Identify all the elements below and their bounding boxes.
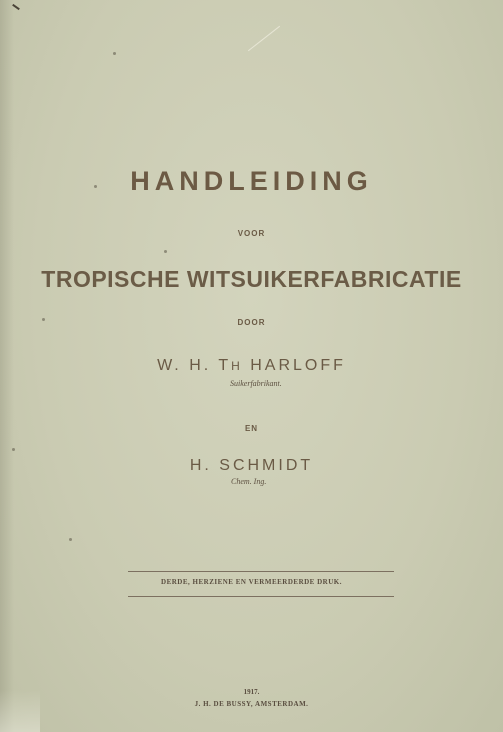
book-title: HANDLEIDING [130,166,373,196]
author-1-role: Suikerfabrikant. [230,379,282,388]
paper-scratch [248,26,280,51]
connector-en: EN [244,424,259,433]
paper-speck [12,448,15,451]
edition-statement: DERDE, HERZIENE EN VERMEERDERDE DRUK. [161,578,342,586]
paper-speck [69,538,72,541]
paper-speck [113,52,116,55]
connector-voor: VOOR [237,229,266,238]
edition-rule-top [128,571,394,572]
author-1-name [0,357,503,375]
edition-rule-bottom [128,596,394,597]
ink-mark [12,0,22,14]
author-1-surname: HARLOFF [242,357,346,374]
page-corner-highlight [0,690,40,732]
paper-speck [164,250,167,253]
author-1-name-smallcap: H [231,359,243,373]
author-1-name-part: W. H. T [157,357,232,374]
author-2-name: H. SCHMIDT [189,457,314,474]
publication-year: 1917. [243,688,260,696]
author-2-role: Chem. Ing. [231,477,267,486]
connector-door: DOOR [237,318,266,327]
publisher: J. H. DE BUSSY, AMSTERDAM. [194,700,309,708]
book-subtitle: TROPISCHE WITSUIKERFABRICATIE [41,266,462,292]
